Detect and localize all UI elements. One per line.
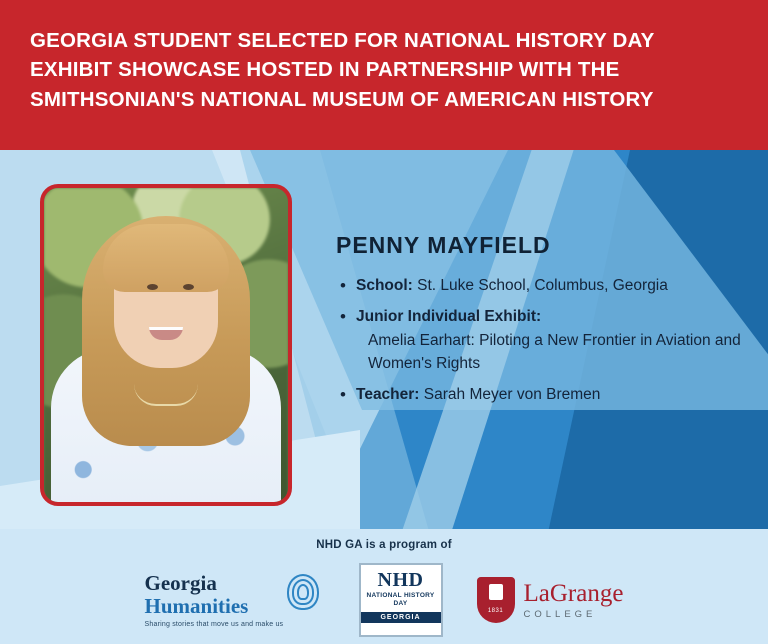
gh-tagline: Sharing stories that move us and make us	[144, 620, 284, 628]
nhd-full-name: NATIONAL HISTORY DAY	[366, 592, 435, 608]
fact-label-school: School:	[356, 277, 413, 294]
student-photo	[40, 184, 292, 506]
page-title: GEORGIA STUDENT SELECTED FOR NATIONAL HISTORY DAY EXHIBIT SHOWCASE HOSTED IN PARTNERSHIP WITH THE SMITHSONIAN'S NATIONAL MUSEUM OF AMERICAN HISTORY	[30, 29, 655, 111]
shield-icon	[477, 577, 515, 623]
fact-value-project-title: Amelia Earhart: Piloting a New Frontier in Aviation and Women's Rights	[368, 331, 741, 373]
gh-line-1: Georgia	[144, 571, 217, 596]
nhd-logo	[359, 563, 443, 637]
footer-bar	[0, 529, 768, 644]
nhd-abbr: NHD	[377, 569, 424, 591]
sponsor-logos	[0, 563, 768, 637]
fact-label-teacher: Teacher:	[356, 386, 420, 404]
list-item	[336, 275, 746, 297]
fingerprint-icon	[287, 574, 319, 610]
student-name: PENNY MAYFIELD	[336, 232, 551, 258]
list-item	[336, 384, 746, 406]
fact-value-teacher: Sarah Meyer von Bremen	[423, 386, 601, 404]
portrait-illustration	[44, 188, 288, 502]
fact-label-category: Junior Individual Exhibit:	[356, 308, 542, 326]
list-item	[336, 306, 746, 375]
georgia-humanities-logo	[145, 572, 325, 627]
lagrange-name: LaGrange	[523, 579, 624, 607]
student-details	[336, 232, 746, 416]
headline-banner	[0, 0, 768, 150]
fact-value-school: St. Luke School, Columbus, Georgia	[417, 277, 668, 294]
portrait-eye-right	[183, 284, 194, 290]
nhd-state: GEORGIA	[361, 612, 441, 623]
footer-note: NHD GA is a program of	[316, 539, 452, 551]
lagrange-sub: COLLEGE	[523, 608, 597, 620]
lagrange-wordmark	[524, 581, 624, 620]
lagrange-college-logo	[477, 577, 624, 623]
portrait-hair-front	[103, 224, 229, 292]
student-fact-list	[336, 275, 746, 407]
gh-line-2: Humanities	[144, 593, 249, 618]
portrait-eye-left	[147, 284, 158, 290]
